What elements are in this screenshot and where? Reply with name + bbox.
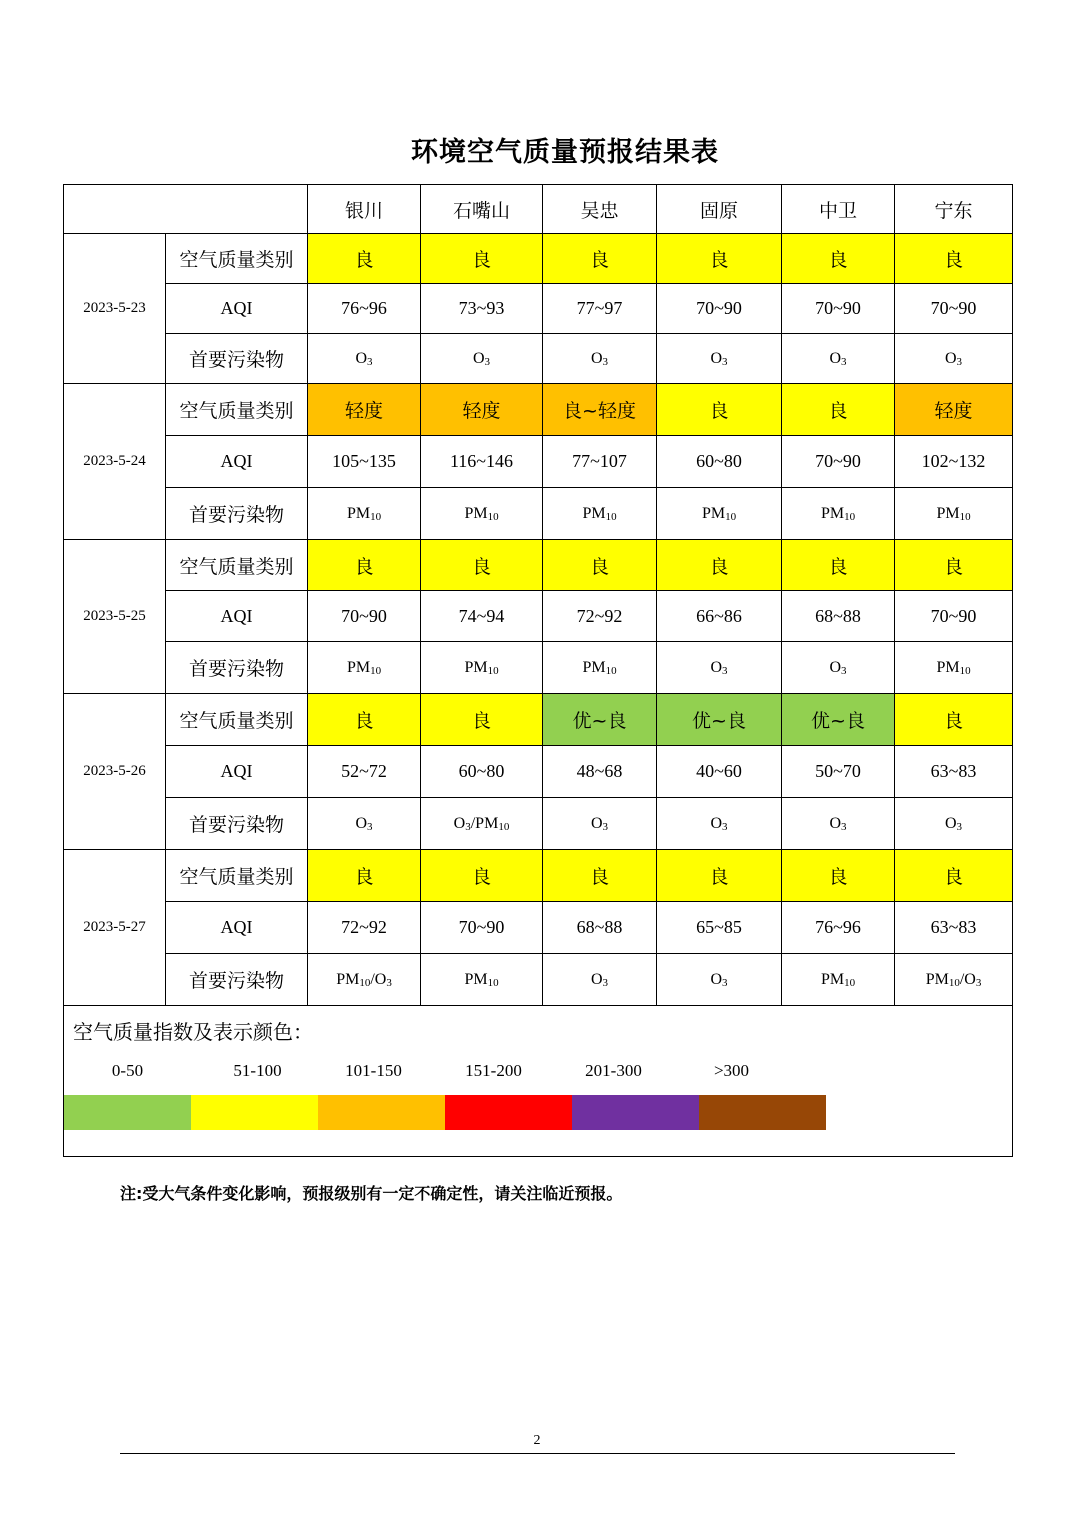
category-cell: 良 [543, 850, 657, 902]
date-cell: 2023-5-23 [64, 234, 166, 384]
category-cell: 良 [895, 234, 1013, 284]
category-cell: 良 [895, 850, 1013, 902]
row-label-pollutant: 首要污染物 [166, 798, 308, 850]
pollutant-row [64, 954, 1013, 1006]
header-blank-cell [64, 185, 308, 234]
pollutant-cell: $O_3/PM_{10}$ [421, 798, 543, 850]
aqi-cell: 72~92 [308, 902, 421, 954]
category-cell: 良 [657, 850, 782, 902]
aqi-cell: 50~70 [782, 746, 895, 798]
row-label-category: 空气质量类别 [166, 540, 308, 591]
aqi-cell: 72~92 [543, 591, 657, 642]
category-cell: 良 [308, 694, 421, 746]
legend-range-label: 51-100 [233, 1061, 282, 1080]
row-label-aqi: AQI [166, 746, 308, 798]
row-label-aqi: AQI [166, 436, 308, 488]
legend-color-swatch [191, 1095, 318, 1130]
aqi-cell: 70~90 [782, 284, 895, 334]
legend-row [64, 1006, 1013, 1157]
city-header: 宁东 [895, 185, 1013, 234]
pollutant-cell: $PM_{10}/O_3$ [308, 954, 421, 1006]
date-cell: 2023-5-27 [64, 850, 166, 1006]
aqi-row [64, 591, 1013, 642]
pollutant-cell: $PM_{10}/O_3$ [895, 954, 1013, 1006]
row-label-category: 空气质量类别 [166, 694, 308, 746]
forecast-note: 注:受大气条件变化影响，预报级别有一定不确定性，请关注临近预报。 [120, 1184, 623, 1203]
category-row [64, 384, 1013, 436]
category-cell: 良 [543, 234, 657, 284]
pollutant-cell: $O_3$ [895, 798, 1013, 850]
pollutant-cell: $PM_{10}$ [895, 642, 1013, 694]
city-header: 石嘴山 [421, 185, 543, 234]
category-cell: 良~轻度 [543, 384, 657, 436]
aqi-cell: 40~60 [657, 746, 782, 798]
date-cell: 2023-5-26 [64, 694, 166, 850]
pollutant-cell: $PM_{10}$ [782, 488, 895, 540]
pollutant-row [64, 642, 1013, 694]
row-label-aqi: AQI [166, 902, 308, 954]
aqi-cell: 60~80 [421, 746, 543, 798]
city-header: 固原 [657, 185, 782, 234]
date-cell: 2023-5-24 [64, 384, 166, 540]
aqi-cell: 60~80 [657, 436, 782, 488]
category-cell: 轻度 [308, 384, 421, 436]
pollutant-cell: $O_3$ [543, 798, 657, 850]
aqi-cell: 70~90 [782, 436, 895, 488]
pollutant-cell: $PM_{10}$ [782, 954, 895, 1006]
category-cell: 良 [421, 540, 543, 591]
aqi-cell: 65~85 [657, 902, 782, 954]
page-title: 环境空气质量预报结果表 [411, 137, 719, 168]
aqi-cell: 52~72 [308, 746, 421, 798]
aqi-cell: 74~94 [421, 591, 543, 642]
category-cell: 良 [308, 234, 421, 284]
pollutant-cell: $PM_{10}$ [421, 954, 543, 1006]
pollutant-cell: $PM_{10}$ [895, 488, 1013, 540]
pollutant-cell: $O_3$ [657, 334, 782, 384]
legend-title: 空气质量指数及表示颜色： [73, 1020, 313, 1044]
category-cell: 优~良 [543, 694, 657, 746]
aqi-row [64, 284, 1013, 334]
category-cell: 良 [543, 540, 657, 591]
aqi-cell: 66~86 [657, 591, 782, 642]
row-label-pollutant: 首要污染物 [166, 954, 308, 1006]
legend-color-swatch [318, 1095, 445, 1130]
header-row [64, 185, 1013, 234]
city-header: 银川 [308, 185, 421, 234]
pollutant-cell: $O_3$ [421, 334, 543, 384]
legend-range-label: >300 [713, 1061, 750, 1080]
pollutant-cell: $O_3$ [543, 334, 657, 384]
category-cell: 良 [895, 540, 1013, 591]
pollutant-cell: $O_3$ [657, 954, 782, 1006]
aqi-cell: 70~90 [895, 591, 1013, 642]
pollutant-cell: $O_3$ [782, 642, 895, 694]
aqi-cell: 76~96 [308, 284, 421, 334]
category-cell: 良 [895, 694, 1013, 746]
legend-color-swatch [64, 1095, 191, 1130]
legend-range-label: 101-150 [345, 1061, 402, 1080]
legend-color-swatch [699, 1095, 826, 1130]
category-row [64, 234, 1013, 284]
row-label-category: 空气质量类别 [166, 384, 308, 436]
category-cell: 良 [782, 234, 895, 284]
aqi-row [64, 746, 1013, 798]
pollutant-cell: $PM_{10}$ [421, 488, 543, 540]
pollutant-cell: $PM_{10}$ [657, 488, 782, 540]
category-row [64, 540, 1013, 591]
category-cell: 良 [308, 540, 421, 591]
category-cell: 轻度 [895, 384, 1013, 436]
pollutant-cell: $O_3$ [895, 334, 1013, 384]
row-label-category: 空气质量类别 [166, 850, 308, 902]
category-cell: 良 [657, 384, 782, 436]
aqi-row [64, 436, 1013, 488]
aqi-cell: 70~90 [657, 284, 782, 334]
pollutant-row [64, 798, 1013, 850]
category-row [64, 694, 1013, 746]
pollutant-cell: $O_3$ [543, 954, 657, 1006]
pollutant-cell: $O_3$ [308, 334, 421, 384]
pollutant-cell: $O_3$ [657, 642, 782, 694]
category-cell: 良 [657, 234, 782, 284]
page-number: 2 [533, 1433, 541, 1448]
pollutant-cell: $PM_{10}$ [543, 488, 657, 540]
category-cell: 优~良 [657, 694, 782, 746]
pollutant-cell: $PM_{10}$ [543, 642, 657, 694]
aqi-cell: 76~96 [782, 902, 895, 954]
legend-range-label: 151-200 [465, 1061, 522, 1080]
pollutant-cell: $PM_{10}$ [421, 642, 543, 694]
city-header: 中卫 [782, 185, 895, 234]
aqi-cell: 116~146 [421, 436, 543, 488]
footer-divider [120, 1453, 955, 1454]
row-label-pollutant: 首要污染物 [166, 642, 308, 694]
category-cell: 良 [782, 540, 895, 591]
legend-range-label: 201-300 [585, 1061, 642, 1080]
aqi-cell: 48~68 [543, 746, 657, 798]
category-cell: 良 [782, 850, 895, 902]
category-cell: 良 [657, 540, 782, 591]
aqi-cell: 102~132 [895, 436, 1013, 488]
forecast-table [63, 184, 1013, 1157]
legend-range-label: 0-50 [111, 1061, 144, 1080]
pollutant-cell: $PM_{10}$ [308, 642, 421, 694]
category-cell: 优~良 [782, 694, 895, 746]
pollutant-row [64, 488, 1013, 540]
category-row [64, 850, 1013, 902]
aqi-cell: 77~107 [543, 436, 657, 488]
aqi-cell: 63~83 [895, 746, 1013, 798]
category-cell: 轻度 [421, 384, 543, 436]
legend-color-swatch [445, 1095, 572, 1130]
pollutant-cell: $O_3$ [308, 798, 421, 850]
pollutant-cell: $O_3$ [782, 334, 895, 384]
row-label-pollutant: 首要污染物 [166, 488, 308, 540]
aqi-cell: 70~90 [895, 284, 1013, 334]
row-label-category: 空气质量类别 [166, 234, 308, 284]
aqi-cell: 77~97 [543, 284, 657, 334]
category-cell: 良 [421, 850, 543, 902]
aqi-cell: 70~90 [308, 591, 421, 642]
aqi-cell: 63~83 [895, 902, 1013, 954]
row-label-pollutant: 首要污染物 [166, 334, 308, 384]
aqi-cell: 68~88 [782, 591, 895, 642]
aqi-cell: 68~88 [543, 902, 657, 954]
category-cell: 良 [782, 384, 895, 436]
row-label-aqi: AQI [166, 591, 308, 642]
city-header: 吴忠 [543, 185, 657, 234]
aqi-cell: 70~90 [421, 902, 543, 954]
aqi-row [64, 902, 1013, 954]
pollutant-cell: $PM_{10}$ [308, 488, 421, 540]
category-cell: 良 [421, 234, 543, 284]
aqi-cell: 105~135 [308, 436, 421, 488]
date-cell: 2023-5-25 [64, 540, 166, 694]
category-cell: 良 [421, 694, 543, 746]
row-label-aqi: AQI [166, 284, 308, 334]
legend-color-swatch [572, 1095, 699, 1130]
legend-cell [64, 1006, 1013, 1157]
pollutant-cell: $O_3$ [782, 798, 895, 850]
aqi-cell: 73~93 [421, 284, 543, 334]
pollutant-cell: $O_3$ [657, 798, 782, 850]
pollutant-row [64, 334, 1013, 384]
category-cell: 良 [308, 850, 421, 902]
